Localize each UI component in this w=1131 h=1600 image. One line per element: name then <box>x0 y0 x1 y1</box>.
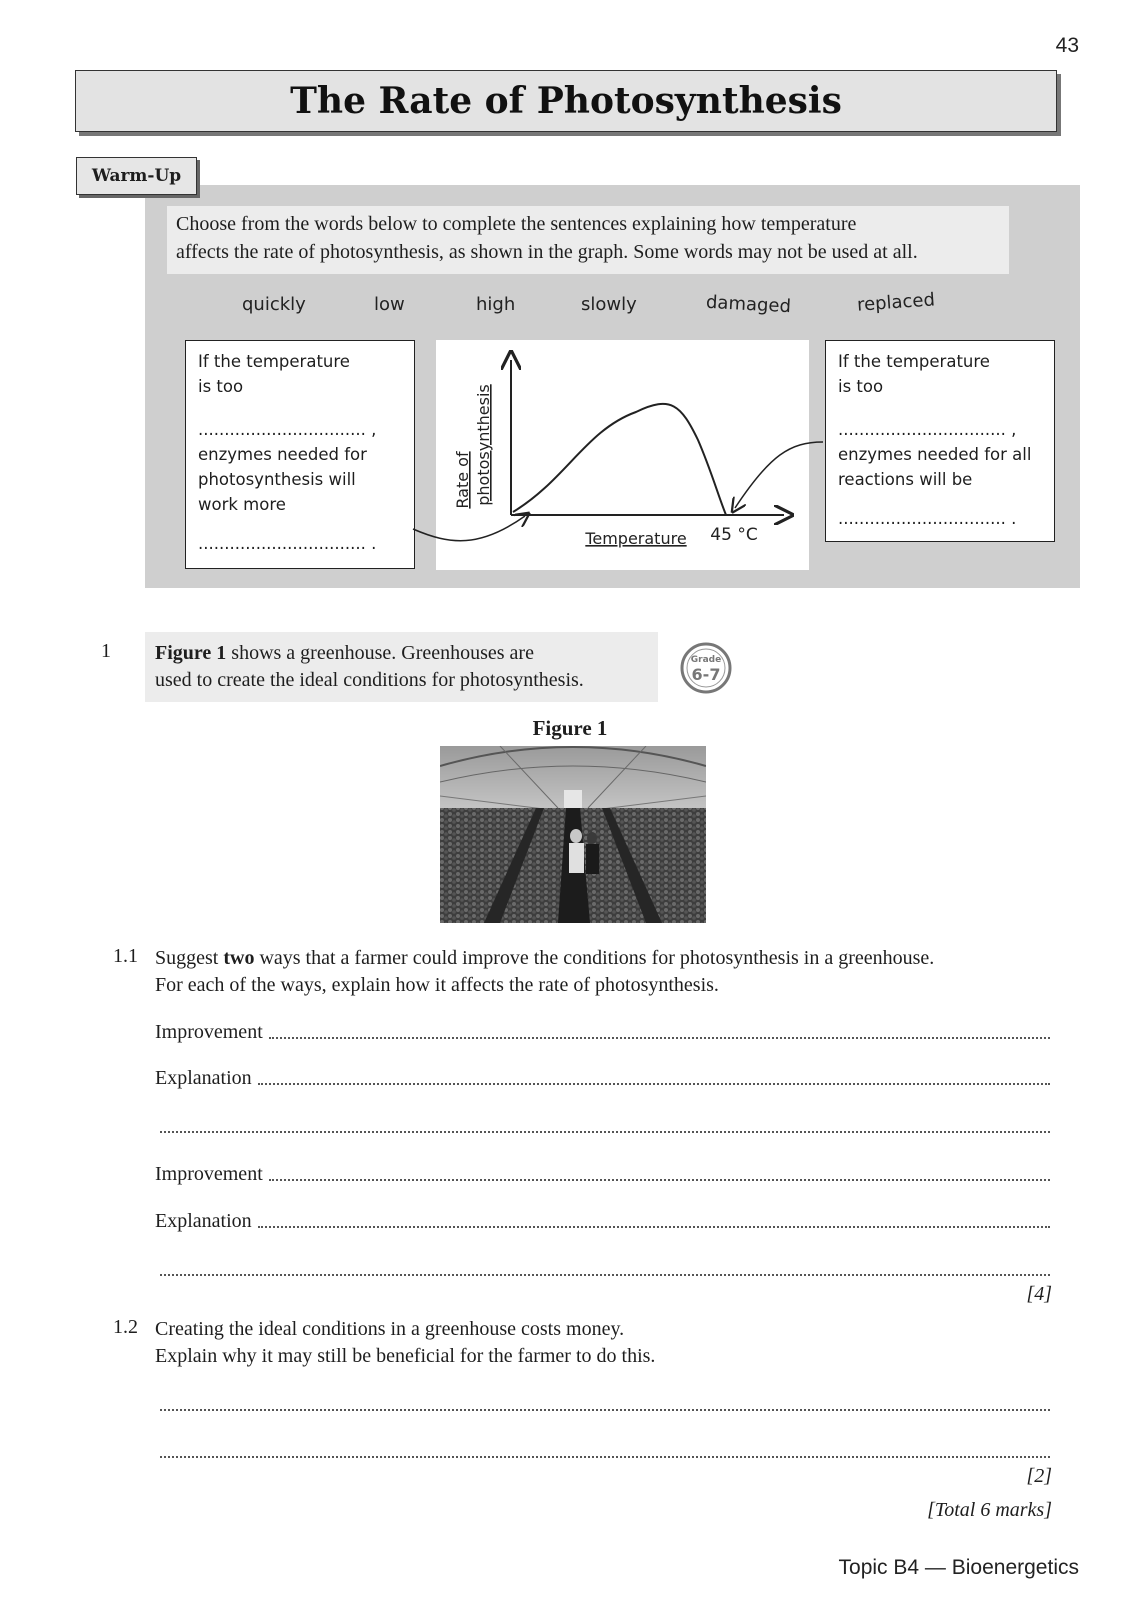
subquestion-1-1-text: Suggest two ways that a farmer could improve the conditions for photosynthesis in a greenhouse. For each of the ways, explain how it affects the rate of photosynthesis. <box>155 947 935 996</box>
right-box-line: is too <box>838 377 884 396</box>
right-box-blank[interactable]: ................................ . <box>838 509 1017 528</box>
marks-1-1: [4] <box>1026 1283 1052 1305</box>
page-number: 43 <box>1055 34 1079 57</box>
word-option-low: low <box>374 294 405 315</box>
x-axis-label: Temperature <box>585 529 687 548</box>
y-axis-label-line2: photosynthesis <box>474 384 493 506</box>
right-connector-arrow <box>735 442 823 508</box>
explanation-label: Explanation <box>155 1067 252 1089</box>
right-box-blank[interactable]: ................................ , <box>838 420 1017 439</box>
left-box-line: photosynthesis will <box>198 470 356 489</box>
greenhouse-photo <box>440 746 706 923</box>
right-box-line: If the temperature <box>838 352 990 371</box>
subquestion-number: 1.1 <box>113 945 138 967</box>
answer-line[interactable] <box>160 1390 1050 1416</box>
explanation-answer-line[interactable] <box>155 1064 1050 1090</box>
left-box-blank[interactable]: ................................ . <box>198 534 377 553</box>
improvement-label: Improvement <box>155 1163 263 1185</box>
question-intro <box>145 632 658 702</box>
right-box-line: enzymes needed for all <box>838 445 1032 464</box>
word-option-damaged: damaged <box>705 291 792 318</box>
left-box-line: If the temperature <box>198 352 350 371</box>
question-number: 1 <box>101 640 111 662</box>
improvement-answer-line[interactable] <box>155 1018 1050 1044</box>
left-box-line: is too <box>198 377 244 396</box>
warmup-tab: Warm-Up <box>76 157 197 195</box>
temperature-annotation: 45 °C <box>710 525 758 545</box>
answer-line[interactable] <box>160 1437 1050 1463</box>
answer-line[interactable] <box>160 1112 1050 1138</box>
left-box-line: enzymes needed for <box>198 445 367 464</box>
subquestion-1-2-text: Creating the ideal conditions in a greenhouse costs money. Explain why it may still be beneficial for the farmer to do this. <box>155 1318 656 1367</box>
improvement-label: Improvement <box>155 1021 263 1043</box>
figure-reference: Figure 1 <box>155 642 227 664</box>
explanation-label: Explanation <box>155 1210 252 1232</box>
right-sentence-box <box>825 340 1055 542</box>
subquestion-number: 1.2 <box>113 1316 138 1338</box>
left-box-line: work more <box>198 495 286 514</box>
word-option-high: high <box>476 294 516 315</box>
marks-1-2: [2] <box>1026 1465 1052 1487</box>
intro-text: shows a greenhouse. Greenhouses are <box>226 642 534 664</box>
left-box-blank[interactable]: ................................ , <box>198 420 377 439</box>
right-box-line: reactions will be <box>838 470 973 489</box>
explanation-answer-line[interactable] <box>155 1207 1050 1233</box>
grade-label: Grade <box>690 655 722 665</box>
grade-badge <box>679 641 733 695</box>
grade-value: 6-7 <box>691 665 721 684</box>
instructions-line-2: affects the rate of photosynthesis, as shown in the graph. Some words may not be used at all. <box>176 241 918 263</box>
instructions-line-1: Choose from the words below to complete the sentences explaining how temperature <box>176 213 857 235</box>
figure-caption: Figure 1 <box>532 716 608 740</box>
topic-footer: Topic B4 — Bioenergetics <box>838 1556 1079 1579</box>
y-axis-label-line1: Rate of <box>453 451 472 509</box>
total-marks: [Total 6 marks] <box>927 1499 1052 1521</box>
word-option-replaced: replaced <box>856 289 936 316</box>
intro-text: used to create the ideal conditions for photosynthesis. <box>155 669 584 691</box>
page-title: The Rate of Photosynthesis <box>290 80 842 122</box>
answer-line[interactable] <box>160 1255 1050 1281</box>
word-option-quickly: quickly <box>242 294 306 315</box>
word-option-slowly: slowly <box>581 294 637 315</box>
left-connector-arrow <box>413 516 525 541</box>
improvement-answer-line[interactable] <box>155 1160 1050 1186</box>
